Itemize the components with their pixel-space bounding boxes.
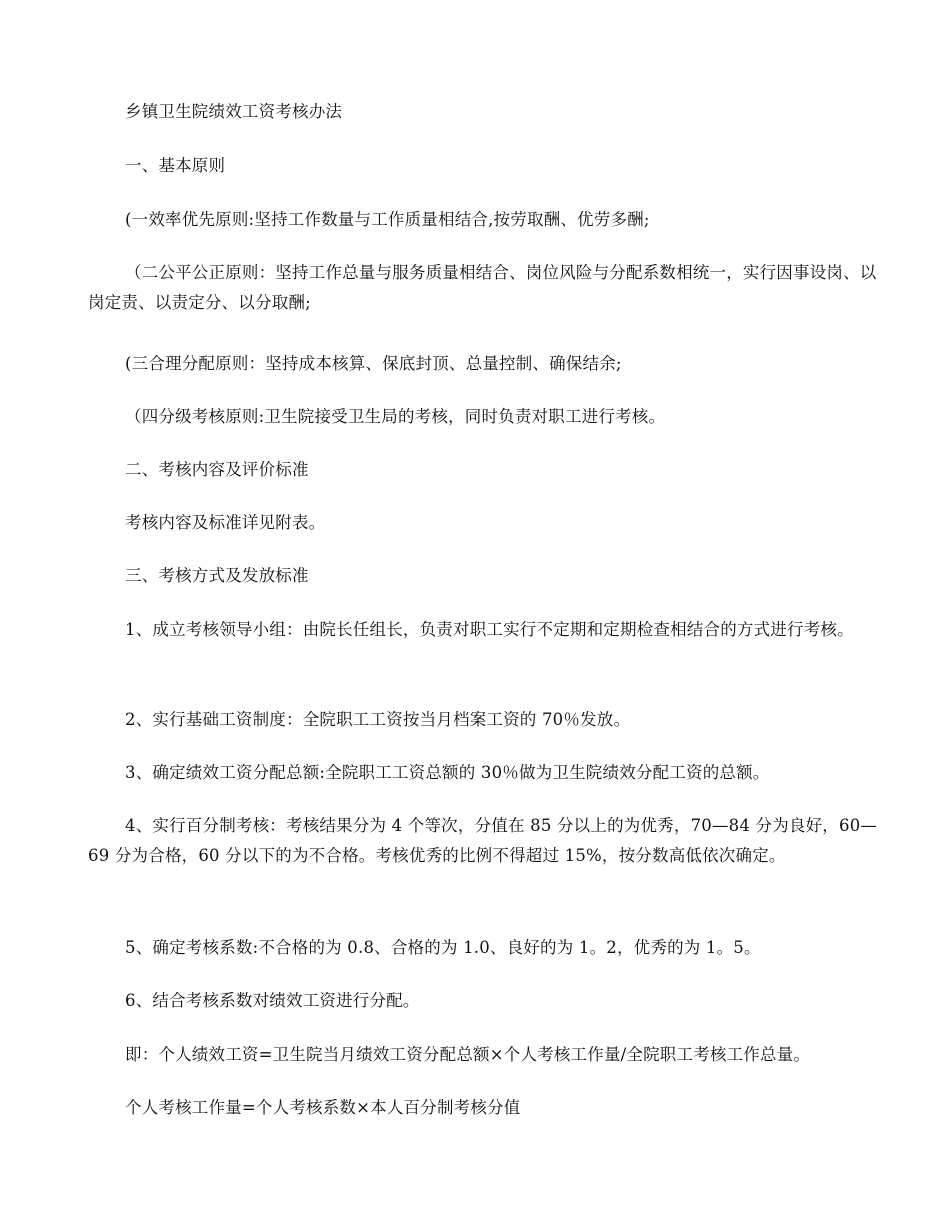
paragraph: 1、成立考核领导小组：由院长任组长，负责对职工实行不定期和定期检查相结合的方式进行考核。 xyxy=(125,620,854,639)
section-heading: 三、考核方式及发放标准 xyxy=(125,566,309,585)
paragraph: 2、实行基础工资制度：全院职工工资按当月档案工资的 70％发放。 xyxy=(125,710,631,729)
paragraph: (一效率优先原则:坚持工作数量与工作质量相结合,按劳取酬、优劳多酬; xyxy=(125,210,650,229)
paragraph: (三合理分配原则：坚持成本核算、保底封顶、总量控制、确保结余; xyxy=(125,354,622,373)
paragraph: 考核内容及标准详见附表。 xyxy=(125,513,326,532)
section-heading: 一、基本原则 xyxy=(125,156,226,175)
document-title: 乡镇卫生院绩效工资考核办法 xyxy=(125,102,343,121)
paragraph: （二公平公正原则：坚持工作总量与服务质量相结合、岗位风险与分配系数相统一，实行因事设岗、以岗定责、以责定分、以分取酬; xyxy=(88,263,877,312)
paragraph: 5、确定考核系数:不合格的为 0.8、合格的为 1.0、良好的为 1。2，优秀的为 1。5。 xyxy=(125,938,761,957)
section-heading: 二、考核内容及评价标准 xyxy=(125,460,309,479)
paragraph: 6、结合考核系数对绩效工资进行分配。 xyxy=(125,991,420,1010)
paragraph: 4、实行百分制考核：考核结果分为 4 个等次，分值在 85 分以上的为优秀，70—84 分为良好，60—69 分为合格，60 分以下的为不合格。考核优秀的比例不得超过 15%，按分数高低依次确定。 xyxy=(88,816,878,865)
paragraph: 3、确定绩效工资分配总额:全院职工工资总额的 30％做为卫生院绩效分配工资的总额。 xyxy=(125,763,770,782)
paragraph: 个人考核工作量=个人考核系数×本人百分制考核分值 xyxy=(125,1098,521,1117)
paragraph: （四分级考核原则:卫生院接受卫生局的考核，同时负责对职工进行考核。 xyxy=(125,407,666,426)
paragraph: 即：个人绩效工资=卫生院当月绩效工资分配总额×个人考核工作量/全院职工考核工作总量。 xyxy=(125,1045,811,1064)
